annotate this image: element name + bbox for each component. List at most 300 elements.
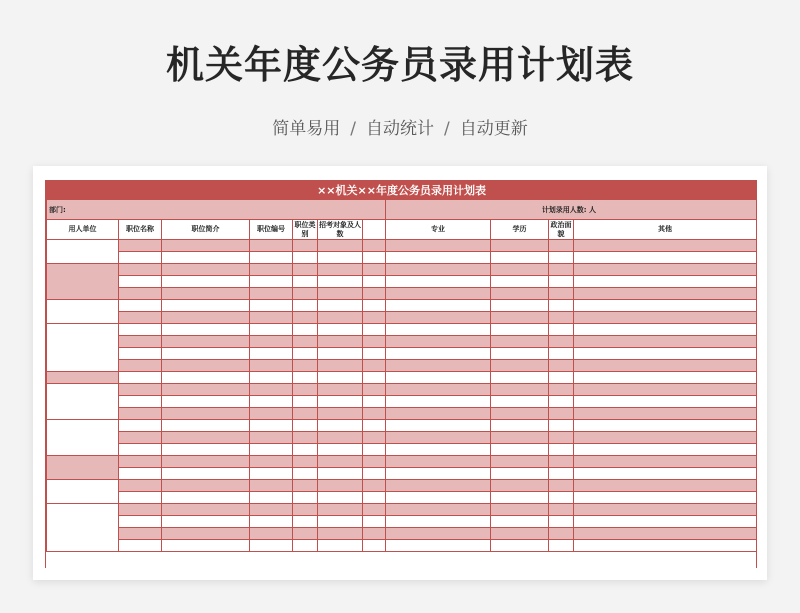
header-row	[47, 220, 757, 240]
table-cell[interactable]	[250, 504, 293, 516]
table-cell[interactable]	[386, 264, 491, 276]
table-cell[interactable]	[549, 432, 574, 444]
table-cell[interactable]	[549, 408, 574, 420]
table-cell[interactable]	[386, 336, 491, 348]
table-cell[interactable]	[363, 240, 386, 252]
table-cell[interactable]	[250, 516, 293, 528]
table-cell[interactable]	[574, 252, 757, 264]
table-cell[interactable]	[386, 240, 491, 252]
table-cell[interactable]	[386, 444, 491, 456]
table-cell[interactable]	[119, 312, 162, 324]
table-cell[interactable]	[250, 276, 293, 288]
table-cell[interactable]	[162, 444, 250, 456]
table-cell[interactable]	[549, 420, 574, 432]
table-row	[47, 324, 757, 336]
table-cell[interactable]	[293, 300, 318, 312]
table-cell[interactable]	[386, 408, 491, 420]
unit-cell[interactable]	[47, 372, 119, 384]
table-cell[interactable]	[119, 540, 162, 552]
table-cell[interactable]	[574, 396, 757, 408]
table-cell[interactable]	[491, 456, 549, 468]
table-cell[interactable]	[363, 444, 386, 456]
table-cell[interactable]	[574, 240, 757, 252]
table-cell[interactable]	[250, 336, 293, 348]
table-cell[interactable]	[250, 300, 293, 312]
table-cell[interactable]	[318, 444, 363, 456]
table-cell[interactable]	[293, 324, 318, 336]
unit-cell[interactable]	[47, 264, 119, 300]
plan-count-label[interactable]: 计划录用人数: 人	[386, 200, 757, 220]
table-cell[interactable]	[162, 420, 250, 432]
table-cell[interactable]	[162, 528, 250, 540]
table-cell[interactable]	[293, 336, 318, 348]
table-cell[interactable]	[386, 420, 491, 432]
table-cell[interactable]	[363, 480, 386, 492]
table-cell[interactable]	[293, 516, 318, 528]
table-cell[interactable]	[119, 276, 162, 288]
table-cell[interactable]	[363, 420, 386, 432]
table-cell[interactable]	[293, 504, 318, 516]
table-cell[interactable]	[293, 252, 318, 264]
table-cell[interactable]	[386, 540, 491, 552]
table-cell[interactable]	[119, 480, 162, 492]
table-cell[interactable]	[549, 252, 574, 264]
table-cell[interactable]	[549, 240, 574, 252]
table-cell[interactable]	[549, 480, 574, 492]
table-cell[interactable]	[119, 396, 162, 408]
table-cell[interactable]	[491, 264, 549, 276]
table-cell[interactable]	[318, 468, 363, 480]
table-cell[interactable]	[162, 432, 250, 444]
feature-tags	[0, 114, 800, 139]
table-cell[interactable]	[318, 492, 363, 504]
table-cell[interactable]	[491, 348, 549, 360]
table-cell[interactable]	[162, 504, 250, 516]
table-cell[interactable]	[162, 300, 250, 312]
table-cell[interactable]	[491, 324, 549, 336]
table-cell[interactable]	[250, 360, 293, 372]
table-row	[47, 480, 757, 492]
unit-cell[interactable]	[47, 240, 119, 264]
table-cell[interactable]	[318, 264, 363, 276]
info-row	[47, 200, 757, 220]
table-cell[interactable]	[549, 468, 574, 480]
table-cell[interactable]	[119, 372, 162, 384]
table-cell[interactable]	[549, 264, 574, 276]
table-cell[interactable]	[549, 372, 574, 384]
table-cell[interactable]	[250, 312, 293, 324]
table-cell[interactable]	[549, 312, 574, 324]
tag-separator: /	[350, 119, 356, 139]
table-cell[interactable]	[386, 492, 491, 504]
table-row	[47, 384, 757, 396]
table-cell[interactable]	[574, 348, 757, 360]
table-cell[interactable]	[549, 516, 574, 528]
table-cell[interactable]	[162, 396, 250, 408]
table-cell[interactable]	[363, 360, 386, 372]
table-cell[interactable]	[574, 360, 757, 372]
table-cell[interactable]	[574, 300, 757, 312]
table-cell[interactable]	[318, 372, 363, 384]
table-cell[interactable]	[363, 528, 386, 540]
table-cell[interactable]	[119, 336, 162, 348]
unit-cell[interactable]	[47, 420, 119, 456]
table-cell[interactable]	[119, 516, 162, 528]
table-cell[interactable]	[549, 504, 574, 516]
table-cell[interactable]	[386, 300, 491, 312]
header-cell: 政治面貌	[550, 220, 572, 238]
table-cell[interactable]	[250, 432, 293, 444]
table-cell[interactable]	[363, 324, 386, 336]
header-cell	[363, 220, 386, 240]
table-cell[interactable]	[363, 516, 386, 528]
table-cell[interactable]	[162, 372, 250, 384]
table-cell[interactable]	[491, 480, 549, 492]
table-cell[interactable]	[491, 516, 549, 528]
table-cell[interactable]	[549, 276, 574, 288]
table-cell[interactable]	[293, 528, 318, 540]
table-cell[interactable]	[119, 456, 162, 468]
table-cell[interactable]	[549, 444, 574, 456]
table-cell[interactable]	[162, 288, 250, 300]
table-cell[interactable]	[491, 504, 549, 516]
table-cell[interactable]	[363, 492, 386, 504]
banner-row	[47, 181, 757, 200]
table-cell[interactable]	[250, 348, 293, 360]
table-cell[interactable]	[363, 384, 386, 396]
table-cell[interactable]	[293, 408, 318, 420]
table-cell[interactable]	[162, 360, 250, 372]
table-cell[interactable]	[318, 480, 363, 492]
table-cell[interactable]	[293, 432, 318, 444]
table-cell[interactable]	[250, 396, 293, 408]
table-cell[interactable]	[386, 372, 491, 384]
table-cell[interactable]	[386, 252, 491, 264]
header-cell: 其他	[574, 220, 757, 240]
table-row	[47, 432, 757, 444]
table-cell[interactable]	[250, 372, 293, 384]
table-cell[interactable]	[363, 408, 386, 420]
table-cell[interactable]	[250, 240, 293, 252]
table-cell[interactable]	[293, 444, 318, 456]
table-cell[interactable]	[363, 300, 386, 312]
table-cell[interactable]	[491, 444, 549, 456]
table-cell[interactable]	[574, 264, 757, 276]
table-cell[interactable]	[250, 252, 293, 264]
table-cell[interactable]	[491, 396, 549, 408]
table-cell[interactable]	[293, 360, 318, 372]
table-cell[interactable]	[491, 432, 549, 444]
table-row	[47, 372, 757, 384]
table-cell[interactable]	[363, 468, 386, 480]
table-cell[interactable]	[363, 396, 386, 408]
table-cell[interactable]	[293, 372, 318, 384]
table-cell[interactable]	[549, 384, 574, 396]
table-cell[interactable]	[119, 264, 162, 276]
table-cell[interactable]	[162, 480, 250, 492]
table-cell[interactable]	[293, 480, 318, 492]
table-cell[interactable]	[250, 288, 293, 300]
table-cell[interactable]	[162, 276, 250, 288]
table-cell[interactable]	[119, 420, 162, 432]
table-cell[interactable]	[119, 444, 162, 456]
table-cell[interactable]	[549, 324, 574, 336]
table-cell[interactable]	[162, 312, 250, 324]
table-cell[interactable]	[574, 540, 757, 552]
table-cell[interactable]	[318, 276, 363, 288]
table-cell[interactable]	[318, 504, 363, 516]
table-cell[interactable]	[491, 468, 549, 480]
table-cell[interactable]	[549, 288, 574, 300]
table-cell[interactable]	[386, 516, 491, 528]
table-cell[interactable]	[293, 384, 318, 396]
table-cell[interactable]	[318, 516, 363, 528]
table-cell[interactable]	[162, 384, 250, 396]
table-cell[interactable]	[549, 540, 574, 552]
table-cell[interactable]	[363, 540, 386, 552]
table-cell[interactable]	[574, 516, 757, 528]
table-cell[interactable]	[162, 348, 250, 360]
table-cell[interactable]	[386, 468, 491, 480]
table-cell[interactable]	[363, 288, 386, 300]
table-cell[interactable]	[293, 492, 318, 504]
table-cell[interactable]	[162, 456, 250, 468]
table-cell[interactable]	[491, 408, 549, 420]
table-cell[interactable]	[491, 372, 549, 384]
table-cell[interactable]	[250, 456, 293, 468]
table-cell[interactable]	[119, 348, 162, 360]
table-cell[interactable]	[363, 336, 386, 348]
table-cell[interactable]	[318, 540, 363, 552]
table-cell[interactable]	[574, 312, 757, 324]
table-cell[interactable]	[119, 432, 162, 444]
table-cell[interactable]	[549, 456, 574, 468]
tag-auto-update: 自动更新	[459, 119, 528, 139]
table-row	[47, 492, 757, 504]
table-cell[interactable]	[363, 432, 386, 444]
table-cell[interactable]	[363, 312, 386, 324]
table-cell[interactable]	[119, 384, 162, 396]
table-cell[interactable]	[491, 240, 549, 252]
table-cell[interactable]	[119, 288, 162, 300]
table-cell[interactable]	[574, 444, 757, 456]
table-cell[interactable]	[549, 336, 574, 348]
table-row	[47, 360, 757, 372]
table-cell[interactable]	[162, 336, 250, 348]
table-cell[interactable]	[250, 492, 293, 504]
table-cell[interactable]	[363, 276, 386, 288]
table-cell[interactable]	[549, 492, 574, 504]
table-cell[interactable]	[386, 504, 491, 516]
table-cell[interactable]	[293, 276, 318, 288]
plan-table	[46, 180, 757, 552]
table-cell[interactable]	[574, 276, 757, 288]
table-cell[interactable]	[318, 288, 363, 300]
table-cell[interactable]	[363, 264, 386, 276]
table-cell[interactable]	[491, 300, 549, 312]
table-cell[interactable]	[386, 528, 491, 540]
table-cell[interactable]	[119, 504, 162, 516]
table-cell[interactable]	[293, 420, 318, 432]
table-cell[interactable]	[549, 348, 574, 360]
table-cell[interactable]	[318, 300, 363, 312]
table-cell[interactable]	[491, 420, 549, 432]
table-cell[interactable]	[491, 336, 549, 348]
table-cell[interactable]	[574, 324, 757, 336]
table-cell[interactable]	[162, 324, 250, 336]
table-cell[interactable]	[318, 324, 363, 336]
table-cell[interactable]	[250, 420, 293, 432]
tag-separator: /	[444, 119, 450, 139]
table-row	[47, 408, 757, 420]
table-cell[interactable]	[162, 468, 250, 480]
table-cell[interactable]	[386, 432, 491, 444]
table-cell[interactable]	[574, 384, 757, 396]
table-cell[interactable]	[318, 408, 363, 420]
table-cell[interactable]	[574, 420, 757, 432]
table-cell[interactable]	[250, 480, 293, 492]
table-cell[interactable]	[363, 348, 386, 360]
table-cell[interactable]	[250, 264, 293, 276]
page-title: 机关年度公务员录用计划表	[165, 43, 634, 87]
table-cell[interactable]	[386, 456, 491, 468]
table-cell[interactable]	[250, 540, 293, 552]
table-cell[interactable]	[386, 288, 491, 300]
table-cell[interactable]	[293, 396, 318, 408]
table-cell[interactable]	[162, 516, 250, 528]
table-cell[interactable]	[293, 540, 318, 552]
table-cell[interactable]	[386, 396, 491, 408]
table-cell[interactable]	[386, 384, 491, 396]
table-cell[interactable]	[363, 252, 386, 264]
table-cell[interactable]	[363, 504, 386, 516]
table-cell[interactable]	[119, 300, 162, 312]
table-cell[interactable]	[491, 252, 549, 264]
table-cell[interactable]	[574, 492, 757, 504]
unit-cell[interactable]	[47, 504, 119, 552]
table-cell[interactable]	[574, 336, 757, 348]
table-cell[interactable]	[491, 360, 549, 372]
table-cell[interactable]	[363, 372, 386, 384]
table-cell[interactable]	[574, 528, 757, 540]
table-cell[interactable]	[318, 348, 363, 360]
unit-cell[interactable]	[47, 324, 119, 372]
table-cell[interactable]	[293, 468, 318, 480]
unit-cell[interactable]	[47, 300, 119, 324]
table-cell[interactable]	[318, 384, 363, 396]
table-row	[47, 420, 757, 432]
table-cell[interactable]	[119, 528, 162, 540]
unit-cell[interactable]	[47, 480, 119, 504]
tag-auto-stat: 自动统计	[366, 119, 434, 139]
table-cell[interactable]	[363, 456, 386, 468]
table-cell[interactable]	[318, 240, 363, 252]
table-cell[interactable]	[549, 300, 574, 312]
table-cell[interactable]	[318, 420, 363, 432]
table-cell[interactable]	[386, 348, 491, 360]
table-cell[interactable]	[574, 432, 757, 444]
table-cell[interactable]	[318, 432, 363, 444]
table-cell[interactable]	[293, 312, 318, 324]
table-cell[interactable]	[119, 252, 162, 264]
table-cell[interactable]	[250, 468, 293, 480]
table-cell[interactable]	[318, 456, 363, 468]
table-cell[interactable]	[574, 480, 757, 492]
table-cell[interactable]	[293, 240, 318, 252]
table-cell[interactable]	[574, 504, 757, 516]
table-cell[interactable]	[318, 312, 363, 324]
table-cell[interactable]	[491, 540, 549, 552]
table-cell[interactable]	[119, 408, 162, 420]
table-cell[interactable]	[491, 312, 549, 324]
unit-cell[interactable]	[47, 384, 119, 420]
table-cell[interactable]	[293, 264, 318, 276]
table-cell[interactable]	[386, 324, 491, 336]
table-cell[interactable]	[293, 348, 318, 360]
table-cell[interactable]	[162, 252, 250, 264]
table-cell[interactable]	[318, 528, 363, 540]
table-cell[interactable]	[574, 408, 757, 420]
table-cell[interactable]	[250, 384, 293, 396]
table-cell[interactable]	[386, 312, 491, 324]
table-cell[interactable]	[549, 528, 574, 540]
table-cell[interactable]	[162, 264, 250, 276]
department-label[interactable]: 部门:	[47, 200, 386, 220]
table-cell[interactable]	[250, 528, 293, 540]
spreadsheet	[45, 180, 757, 568]
table-cell[interactable]	[574, 372, 757, 384]
table-cell[interactable]	[491, 276, 549, 288]
table-cell[interactable]	[491, 492, 549, 504]
table-cell[interactable]	[119, 360, 162, 372]
table-row	[47, 348, 757, 360]
table-cell[interactable]	[162, 240, 250, 252]
table-cell[interactable]	[549, 360, 574, 372]
header-cell: 学历	[491, 220, 549, 240]
table-row	[47, 288, 757, 300]
table-cell[interactable]	[549, 396, 574, 408]
table-cell[interactable]	[162, 540, 250, 552]
table-cell[interactable]	[250, 408, 293, 420]
table-cell[interactable]	[491, 528, 549, 540]
header-cell: 职位简介	[162, 220, 250, 240]
table-cell[interactable]	[318, 396, 363, 408]
table-cell[interactable]	[119, 492, 162, 504]
table-cell[interactable]	[119, 240, 162, 252]
table-cell[interactable]	[491, 288, 549, 300]
table-row	[47, 444, 757, 456]
table-cell[interactable]	[119, 324, 162, 336]
table-cell[interactable]	[386, 276, 491, 288]
table-cell[interactable]	[386, 360, 491, 372]
table-cell[interactable]	[162, 408, 250, 420]
table-cell[interactable]	[318, 360, 363, 372]
table-cell[interactable]	[574, 468, 757, 480]
table-cell[interactable]	[386, 480, 491, 492]
table-cell[interactable]	[318, 336, 363, 348]
table-cell[interactable]	[250, 324, 293, 336]
table-cell[interactable]	[162, 492, 250, 504]
table-cell[interactable]	[491, 384, 549, 396]
table-cell[interactable]	[318, 252, 363, 264]
table-cell[interactable]	[574, 288, 757, 300]
table-cell[interactable]	[119, 468, 162, 480]
table-cell[interactable]	[250, 444, 293, 456]
table-cell[interactable]	[293, 288, 318, 300]
unit-cell[interactable]	[47, 456, 119, 480]
table-cell[interactable]	[293, 456, 318, 468]
table-cell[interactable]	[574, 456, 757, 468]
